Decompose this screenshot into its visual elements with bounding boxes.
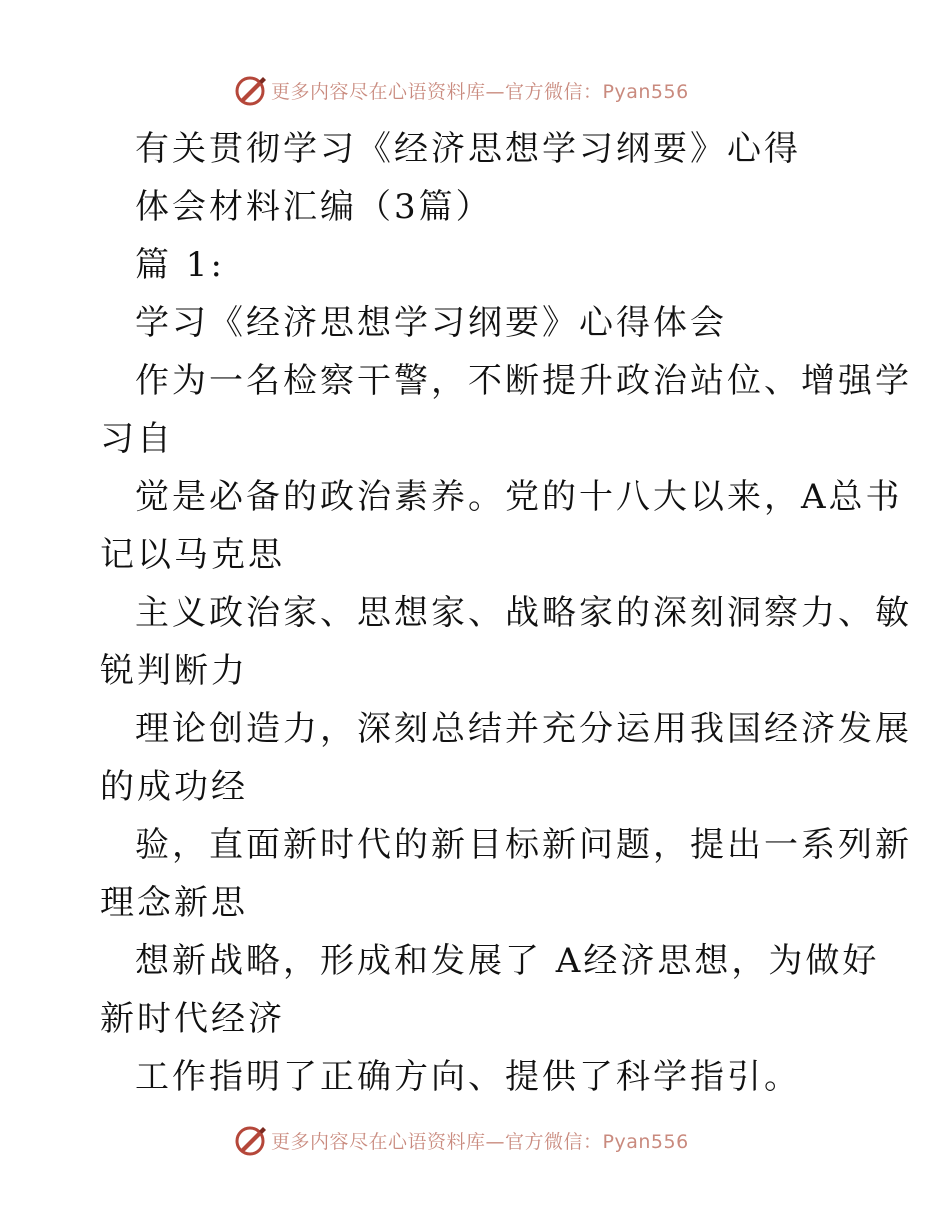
paragraph-line: 记以马克思 xyxy=(100,535,285,575)
paragraph-line: 工作指明了正确方向、提供了科学指引。 xyxy=(135,1057,801,1097)
paragraph-line: 新时代经济 xyxy=(100,999,285,1039)
paragraph-line: 主义政治家、思想家、战略家的深刻洞察力、敏 xyxy=(135,593,912,633)
footer-watermark xyxy=(233,1122,689,1158)
paragraph-line: 作为一名检察干警，不断提升政治站位、增强学 xyxy=(135,361,912,401)
paragraph-line: 觉是必备的政治素养。党的十八大以来，A总书 xyxy=(135,477,903,517)
paragraph-line: 习自 xyxy=(100,419,174,459)
header-watermark xyxy=(233,72,689,108)
document-body xyxy=(100,120,912,1106)
paragraph-line: 理论创造力，深刻总结并充分运用我国经济发展 xyxy=(135,709,912,749)
red-pen-seal-icon xyxy=(233,73,267,107)
paragraph-line: 验，直面新时代的新目标新问题，提出一系列新 xyxy=(135,825,912,865)
paragraph-line: 锐判断力 xyxy=(100,651,248,691)
paragraph-line: 想新战略，形成和发展了 A经济思想，为做好 xyxy=(135,941,880,981)
red-pen-seal-icon xyxy=(233,1123,267,1157)
watermark-text: 更多内容尽在心语资料库—官方微信：Pyan556 xyxy=(271,1130,689,1153)
watermark-text: 更多内容尽在心语资料库—官方微信：Pyan556 xyxy=(271,80,689,103)
paragraph-line: 的成功经 xyxy=(100,767,248,807)
article-title: 学习《经济思想学习纲要》心得体会 xyxy=(135,303,727,343)
section-heading: 篇 1: xyxy=(135,245,225,285)
doc-title-line-1: 有关贯彻学习《经济思想学习纲要》心得 xyxy=(135,129,801,169)
paragraph-line: 理念新思 xyxy=(100,883,248,923)
doc-title-line-2: 体会材料汇编（3篇） xyxy=(135,187,493,227)
